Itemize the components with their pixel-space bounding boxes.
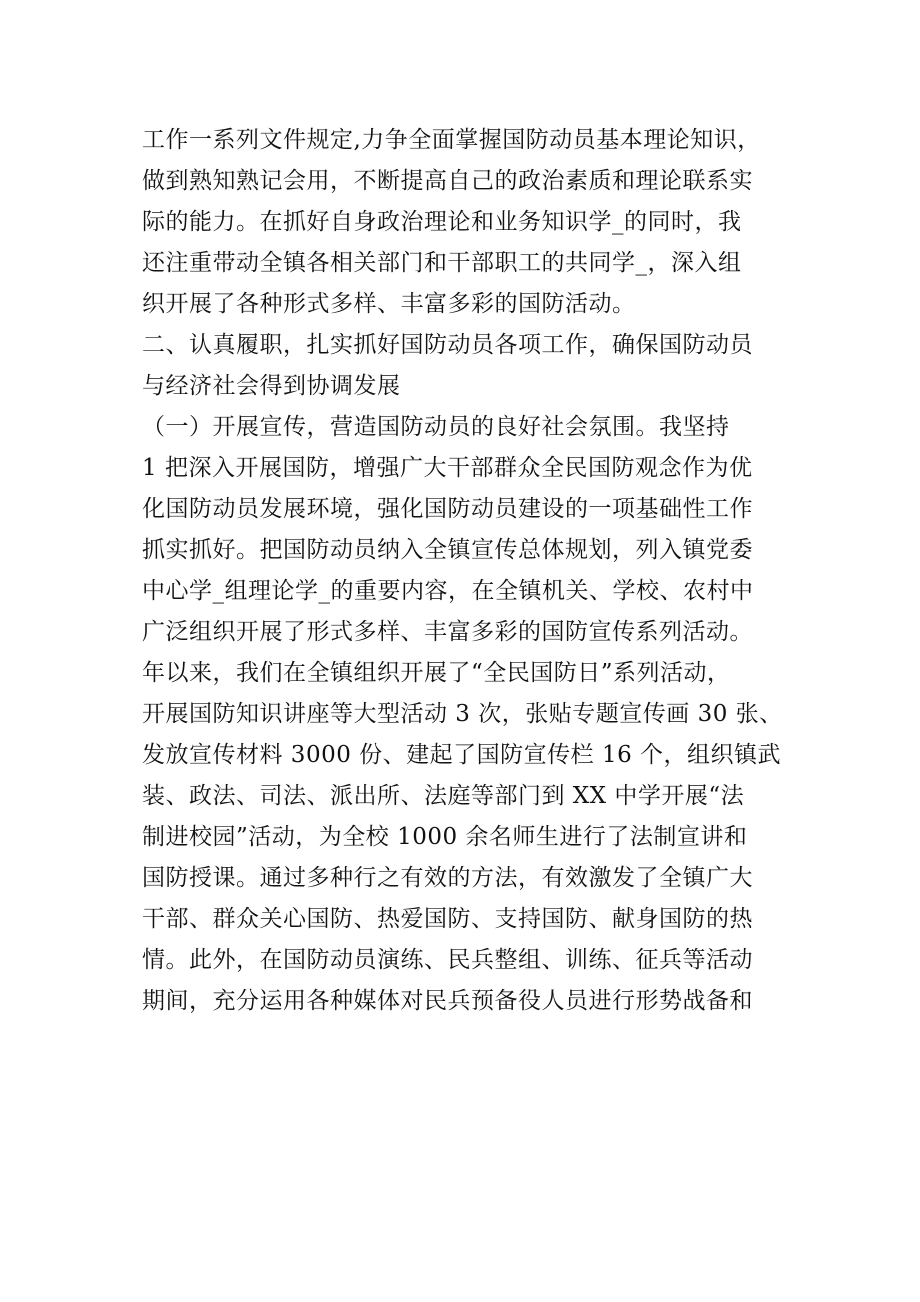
text-line: 还注重带动全镇各相关部门和干部职工的共同学_，深入组 xyxy=(142,250,742,276)
text-line: 情。此外，在国防动员演练、民兵整组、训练、征兵等活动 xyxy=(142,947,753,973)
text-line: 抓实抓好。把国防动员纳入全镇宣传总体规划，列入镇党委 xyxy=(142,537,753,563)
text-line: 干部、群众关心国防、热爱国防、支持国防、献身国防的热 xyxy=(142,906,753,932)
text-line: 做到熟知熟记会用，不断提高自己的政治素质和理论联系实 xyxy=(142,168,753,194)
section-heading-line: 与经济社会得到协调发展 xyxy=(142,373,401,399)
text-line: 化国防动员发展环境，强化国防动员建设的一项基础性工作 xyxy=(142,496,753,522)
text-line: 际的能力。在抓好自身政治理论和业务知识学_的同时，我 xyxy=(142,209,742,235)
text-line: 制进校园”活动，为全校 1000 余名师生进行了法制宣讲和 xyxy=(142,824,748,850)
text-line: 期间，充分运用各种媒体对民兵预备役人员进行形势战备和 xyxy=(142,988,753,1014)
text-line: 开展国防知识讲座等大型活动 3 次，张贴专题宣传画 30 张、 xyxy=(142,701,783,727)
text-line: 年以来，我们在全镇组织开展了“全民国防日”系列活动， xyxy=(142,660,731,686)
text-line: 国防授课。通过多种行之有效的方法，有效激发了全镇广大 xyxy=(142,865,753,891)
text-line: 工作一系列文件规定,力争全面掌握国防动员基本理论知识， xyxy=(142,127,761,153)
document-body xyxy=(142,120,822,1022)
text-line: 装、政法、司法、派出所、法庭等部门到 XX 中学开展“法 xyxy=(142,783,745,809)
text-line: 织开展了各种形式多样、丰富多彩的国防活动。 xyxy=(142,291,636,317)
text-line: 发放宣传材料 3000 份、建起了国防宣传栏 16 个，组织镇武 xyxy=(142,742,782,768)
text-line: 1 把深入开展国防，增强广大干部群众全民国防观念作为优 xyxy=(142,455,753,481)
text-line: 广泛组织开展了形式多样、丰富多彩的国防宣传系列活动。 xyxy=(142,619,753,645)
text-line: 中心学_组理论学_的重要内容，在全镇机关、学校、农村中 xyxy=(142,578,754,604)
section-heading-line: 二、认真履职，扎实抓好国防动员各项工作，确保国防动员 xyxy=(142,332,753,358)
subsection-heading-line: （一）开展宣传，营造国防动员的良好社会氛围。我坚持 xyxy=(142,414,730,440)
